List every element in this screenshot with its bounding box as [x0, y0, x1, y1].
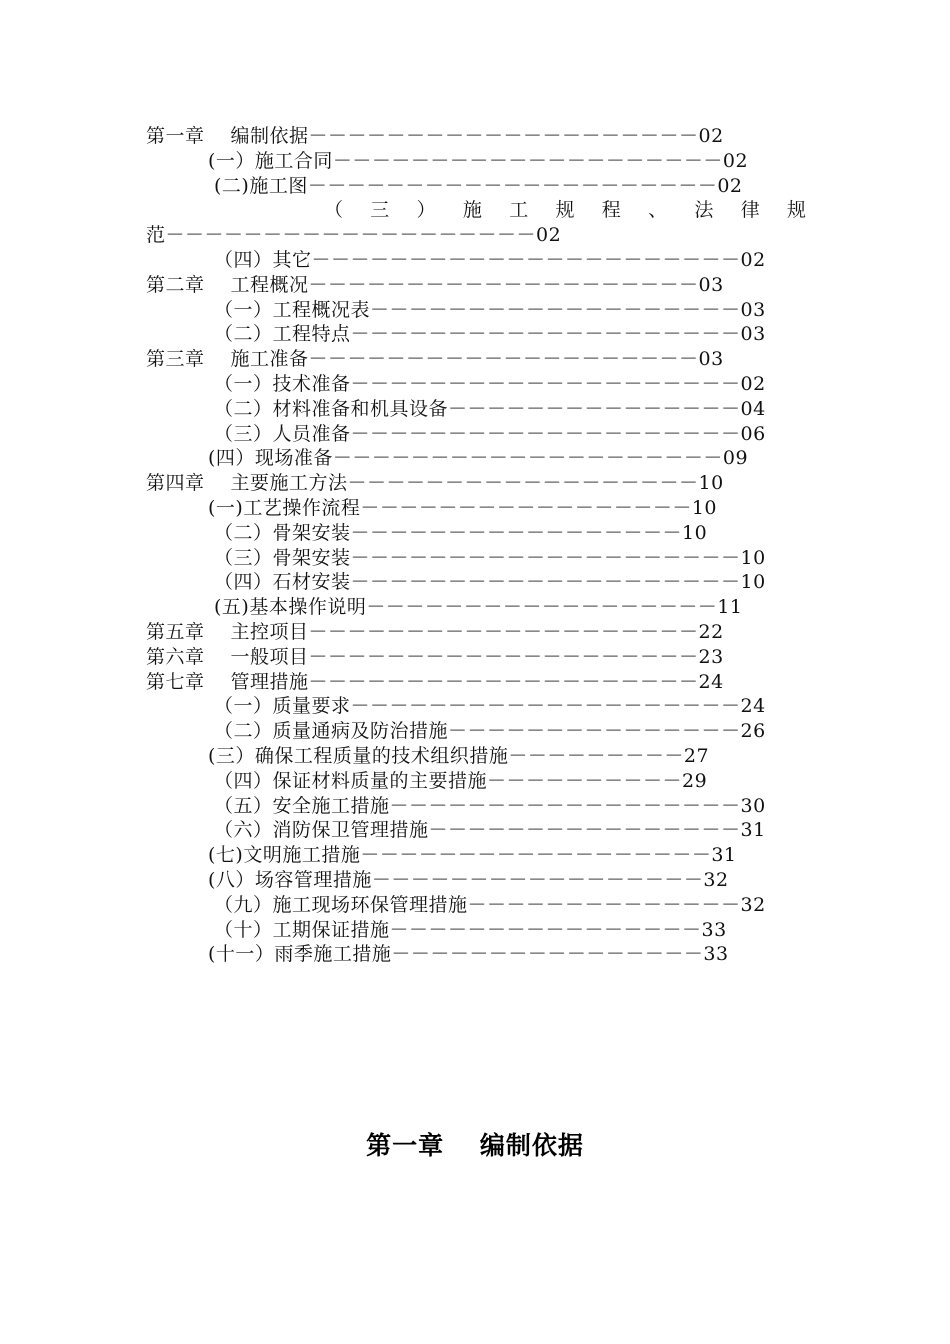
toc-section-entry[interactable]: （三）骨架安装－－－－－－－－－－－－－－－－－－－－10	[214, 546, 766, 569]
toc-section-entry[interactable]: （二）工程特点－－－－－－－－－－－－－－－－－－－－03	[214, 323, 766, 346]
toc-section-entry[interactable]: (十一）雨季施工措施－－－－－－－－－－－－－－－－33	[208, 943, 729, 966]
toc-section-entry[interactable]: (八）场容管理措施－－－－－－－－－－－－－－－－－32	[208, 868, 729, 891]
toc-section-entry[interactable]: （五）安全施工措施－－－－－－－－－－－－－－－－－－30	[214, 794, 766, 817]
toc-chapter-entry[interactable]: 第二章 工程概况－－－－－－－－－－－－－－－－－－－－03	[146, 273, 724, 296]
toc-section-entry[interactable]: （一）工程概况表－－－－－－－－－－－－－－－－－－－03	[214, 298, 766, 321]
toc-section-entry[interactable]: (一）施工合同－－－－－－－－－－－－－－－－－－－－02	[208, 149, 749, 172]
toc-chapter-entry[interactable]: 第七章 管理措施－－－－－－－－－－－－－－－－－－－－24	[146, 670, 724, 693]
toc-chapter-entry[interactable]: 第五章 主控项目－－－－－－－－－－－－－－－－－－－－22	[146, 620, 724, 643]
toc-chapter-entry[interactable]: 第四章 主要施工方法－－－－－－－－－－－－－－－－－－10	[146, 472, 724, 495]
toc-section-entry[interactable]: (一)工艺操作流程－－－－－－－－－－－－－－－－－10	[208, 496, 718, 519]
toc-section-entry[interactable]: (三）确保工程质量的技术组织措施－－－－－－－－－27	[208, 744, 710, 767]
toc-chapter-entry[interactable]: 第六章 一般项目－－－－－－－－－－－－－－－－－－－－23	[146, 645, 724, 668]
toc-section-entry[interactable]: (四）现场准备－－－－－－－－－－－－－－－－－－－－09	[208, 447, 749, 470]
toc-section-entry[interactable]: （二）质量通病及防治措施－－－－－－－－－－－－－－－26	[214, 720, 766, 743]
toc-section-entry[interactable]: （二）骨架安装－－－－－－－－－－－－－－－－－10	[214, 521, 708, 544]
toc-section-entry[interactable]: （一）质量要求－－－－－－－－－－－－－－－－－－－－24	[214, 695, 766, 718]
toc-section-entry[interactable]: (二)施工图－－－－－－－－－－－－－－－－－－－－－02	[214, 174, 743, 197]
table-of-contents	[146, 124, 806, 967]
chapter-heading: 第一章 编制依据	[366, 1131, 584, 1160]
toc-section-entry[interactable]: （四）其它－－－－－－－－－－－－－－－－－－－－－－02	[214, 248, 766, 271]
toc-section-entry[interactable]: （四）石材安装－－－－－－－－－－－－－－－－－－－－10	[214, 571, 766, 594]
toc-chapter-entry[interactable]: 第三章 施工准备－－－－－－－－－－－－－－－－－－－－03	[146, 348, 724, 371]
toc-section-entry[interactable]: （四）保证材料质量的主要措施－－－－－－－－－－29	[214, 769, 708, 792]
toc-chapter-entry[interactable]: 范－－－－－－－－－－－－－－－－－－－02	[146, 224, 562, 247]
toc-section-entry[interactable]: （十）工期保证措施－－－－－－－－－－－－－－－－33	[214, 918, 727, 941]
toc-section-entry[interactable]: (七)文明施工措施－－－－－－－－－－－－－－－－－－31	[208, 844, 737, 867]
toc-section-entry[interactable]: (五)基本操作说明－－－－－－－－－－－－－－－－－－11	[214, 596, 743, 619]
toc-section-entry[interactable]: （ 三 ） 施 工 规 程 、 法 律 规	[324, 199, 806, 222]
toc-section-entry[interactable]: （一）技术准备－－－－－－－－－－－－－－－－－－－－02	[214, 372, 766, 395]
toc-section-entry[interactable]: （三）人员准备－－－－－－－－－－－－－－－－－－－－06	[214, 422, 766, 445]
toc-section-entry[interactable]: （二）材料准备和机具设备－－－－－－－－－－－－－－－04	[214, 397, 766, 420]
toc-section-entry[interactable]: （九）施工现场环保管理措施－－－－－－－－－－－－－－32	[214, 893, 766, 916]
toc-section-entry[interactable]: （六）消防保卫管理措施－－－－－－－－－－－－－－－－31	[214, 819, 766, 842]
toc-chapter-entry[interactable]: 第一章 编制依据－－－－－－－－－－－－－－－－－－－－02	[146, 125, 724, 147]
